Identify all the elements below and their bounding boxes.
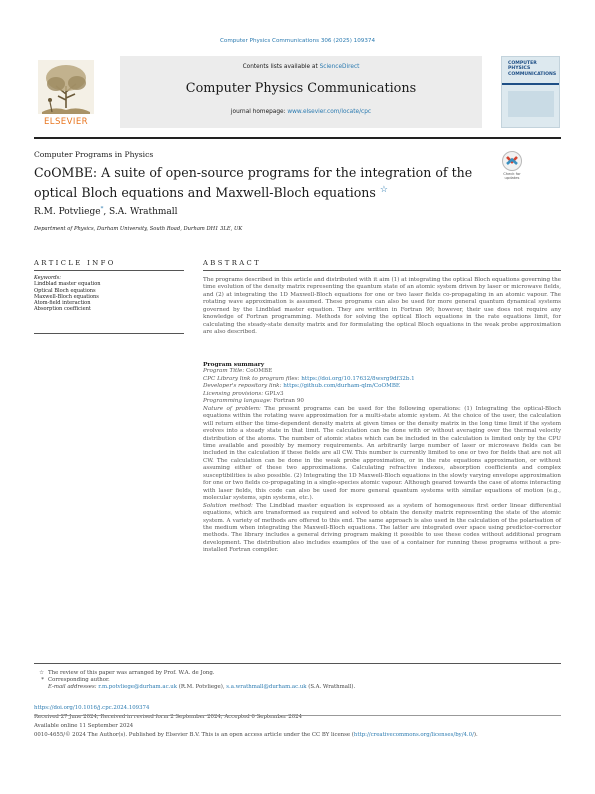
review-footnote-mark: ☆ <box>39 670 44 676</box>
summary-line-value: GPLv3 <box>264 390 284 397</box>
keyword-item: Maxwell-Bloch equations <box>34 293 99 300</box>
paper-title <box>34 165 494 201</box>
email-label: E-mail addresses: <box>48 684 99 691</box>
solution-method <box>203 503 561 555</box>
summary-line-label: Program Title: <box>203 368 245 375</box>
summary-line <box>203 391 561 398</box>
sciencedirect-link[interactable]: ScienceDirect <box>319 64 360 70</box>
article-info-rule <box>34 270 184 271</box>
footnotes <box>34 670 561 692</box>
available-online: Available online 11 September 2024 <box>34 723 134 729</box>
keywords-end-rule <box>34 333 184 334</box>
journal-homepage-link[interactable]: www.elsevier.com/locate/cpc <box>287 109 372 115</box>
cover-rule <box>502 83 559 85</box>
homepage-line <box>120 109 482 115</box>
summary-line-label: Licensing provisions: <box>203 390 264 397</box>
elsevier-wordmark: ELSEVIER <box>43 117 89 127</box>
abstract-rule <box>203 270 561 271</box>
summary-line-value: CoOMBE <box>246 368 273 375</box>
received-dates: Received 27 June 2024; Received in revised form 2 September 2024; Accepted 6 September 2024 <box>34 714 303 720</box>
keyword-item: Lindblad master equation <box>34 281 101 288</box>
contents-prefix: Contents lists available at <box>242 64 320 70</box>
summary-line <box>203 368 561 375</box>
keywords-label: Keywords: <box>34 275 62 281</box>
header-divider <box>34 137 561 139</box>
keyword-item: Optical Bloch equations <box>34 287 96 294</box>
review-footnote-text: The review of this paper was arranged by Prof. W.A. de Jong. <box>48 670 215 676</box>
summary-line-value: Fortran 90 <box>273 398 304 405</box>
author-potvliege[interactable]: R.M. Potvliege <box>34 207 101 217</box>
author-list <box>34 206 178 217</box>
copyright-line <box>34 731 561 740</box>
article-info-heading: ARTICLE INFO <box>34 259 116 267</box>
corresponding-footnote-mark: * <box>41 677 44 684</box>
summary-line <box>203 376 561 383</box>
review-footnote <box>34 670 561 677</box>
affiliation: Department of Physics, Durham University, South Road, Durham DH1 3LE, UK <box>34 226 243 232</box>
copyright-text: 0010-4655/© 2024 The Author(s). Published by Elsevier B.V. This is an open access article under the CC BY license ( <box>34 732 354 738</box>
doi-link[interactable]: https://doi.org/10.1016/j.cpc.2024.109374 <box>34 705 150 711</box>
journal-header <box>34 56 561 132</box>
cover-image <box>508 91 554 117</box>
email-link-potvliege[interactable]: r.m.potvliege@durham.ac.uk <box>98 684 178 691</box>
crossmark-label: Check for updates <box>503 172 521 181</box>
summary-line-link[interactable]: https://doi.org/10.17632/8wsrg9df32b.1 <box>301 375 415 382</box>
elsevier-logo[interactable] <box>34 58 98 130</box>
journal-cover[interactable] <box>501 56 560 128</box>
license-link[interactable]: http://creativecommons.org/licenses/by/4.0/ <box>353 732 474 738</box>
email2-owner: (S.A. Wrathmall). <box>306 684 356 691</box>
keyword-item: Absorption coefficient <box>34 306 91 313</box>
cover-title: COMPUTER PHYSICS COMMUNICATIONS <box>508 61 557 77</box>
journal-title: Computer Physics Communications <box>185 81 417 96</box>
homepage-prefix: journal homepage: <box>230 109 288 115</box>
crossmark-icon <box>500 150 524 172</box>
summary-line-label: Programming language: <box>203 398 272 405</box>
method-label: Solution method: <box>203 502 253 509</box>
crossmark-badge[interactable] <box>500 150 524 182</box>
program-summary-heading: Program summary <box>203 361 265 368</box>
summary-line-label: CPC Library link to program files: <box>203 375 300 382</box>
summary-line-label: Developer's repository link: <box>203 383 282 390</box>
pubinfo-rule <box>34 715 561 716</box>
paper-title-text: CoOMBE: A suite of open-source programs for the integration of the optical Bloch equations and Maxwell-Bloch equations <box>34 165 473 200</box>
email1-owner: (R.M. Potvliege), <box>177 684 227 691</box>
footnote-rule <box>34 663 561 664</box>
summary-line <box>203 398 561 405</box>
journal-citation[interactable]: Computer Physics Communications 306 (2025) 109374 <box>219 38 376 44</box>
method-text: The Lindblad master equation is expressed as a system of homogeneous first order linear differential equations, which are transformed as required and solved to obtain the density matrix representing the state of the atomic system. A variety of methods are offered to this end. The same approach is also used in the calculation of the polarisation of the medium when integrating the Maxwell-Bloch equations. The latter are integrated over space using predictor-corrector methods. The library includes a general driving program making it possible to use these codes without additional program development. The distribution also includes examples of the use of a container for running these programs without a pre-installed Fortran compiler. <box>203 502 561 554</box>
journal-masthead <box>120 56 482 128</box>
section-label: Computer Programs in Physics <box>34 150 154 159</box>
contents-line <box>120 64 482 70</box>
abstract-heading: ABSTRACT <box>203 259 262 267</box>
program-summary <box>203 361 561 555</box>
summary-line-link[interactable]: https://github.com/durham-qlm/CoOMBE <box>283 383 401 390</box>
nature-text: The present programs can be used for the following operations: (1) Integrating the optical-Bloch equations within the rotating wave approximation for a multi-state atomic system. At the choice of the user, the calculation will return either the time-dependent density matrix at given times or the density matrix in the long time limit if the system evolves into a steady state in that limit. The calculation can be done with or without averaging over the thermal velocity distribution of the atoms. The number of atomic states which can be included in the calculation is limited only by the CPU time available and possibly by memory requirements. An arbitrarily large number of laser or microwave fields can be included in the calculation if these fields are all CW. This number is currently limited to one or two for fields that are not all CW. The calculation can be done in the weak probe approximation, or in the rate equations approximation, or without assuming either of these two approximations. Calculating refractive indexes, absorption coefficients and complex susceptibilities is also possible. (2) Integrating the 1D Maxwell-Bloch equations in the slowly varying envelope approximation for one or two fields co-propagating in a single-species atomic vapour. Although geared towards the case of atoms interacting with laser fields, this code can also be used for more general quantum systems with similar equations of motion (e.g., molecular systems, spin systems, etc.). <box>203 405 561 502</box>
copyright-suffix: ). <box>473 732 478 738</box>
keyword-item: Atom-field interaction <box>34 300 91 307</box>
nature-label: Nature of problem: <box>203 405 261 412</box>
nature-of-problem <box>203 406 561 503</box>
author-wrathmall[interactable]: S.A. Wrathmall <box>109 207 178 217</box>
corresponding-author-mark[interactable]: * <box>100 206 104 212</box>
summary-line <box>203 383 561 390</box>
program-summary-lines <box>203 368 561 405</box>
keywords-block <box>34 275 184 313</box>
author-separator: , <box>103 207 110 217</box>
email-link-wrathmall[interactable]: s.a.wrathmall@durham.ac.uk <box>226 684 307 691</box>
publication-info <box>34 704 561 740</box>
corresponding-footnote-text: Corresponding author. <box>48 677 110 684</box>
email-footnote <box>34 684 561 691</box>
title-footnote-star[interactable]: ☆ <box>379 184 388 195</box>
abstract-text: The programs described in this article and distributed with it aim (1) at integrating the optical Bloch equations governing the time evolution of the density matrix representing the quantum state of an atomic system driven by laser or microwave fields, and (2) at integrating the 1D Maxwell-Bloch equations for one or two laser fields co-propagating in an atomic vapour. The rotating wave approximation is assumed. These programs can also be used for more general quantum dynamical systems governed by the Lindblad master equation. They are written in Fortran 90; however, their use does not require any knowledge of Fortran programming. Methods for solving the optical Bloch equations in the rate equations limit, for calculating the steady-state density matrix and for formulating the optical Bloch equations in the weak probe approximation are also described. <box>203 277 561 336</box>
